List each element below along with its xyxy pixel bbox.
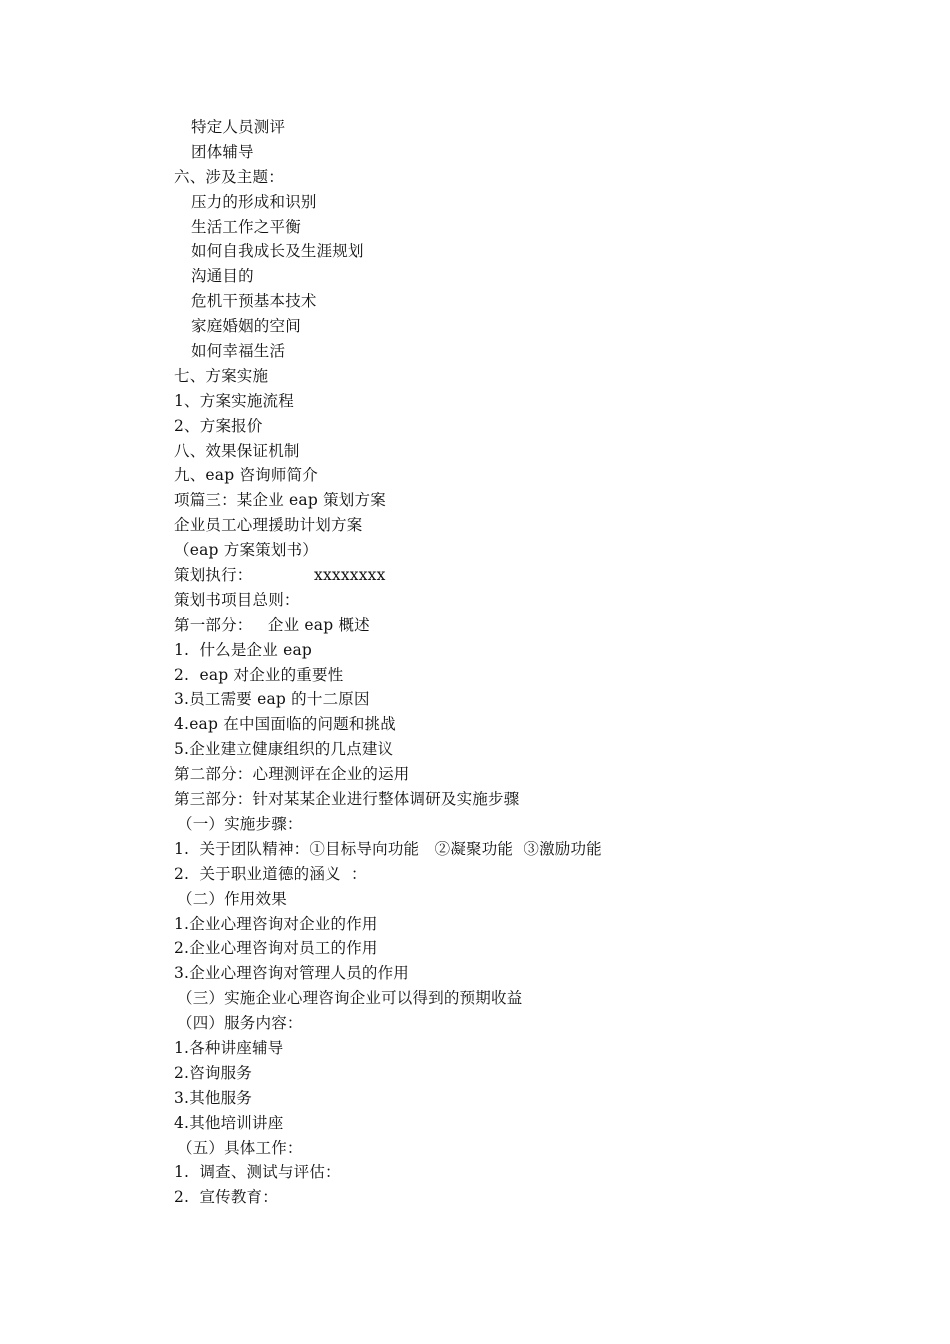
text-line: 1. 关于团队精神：①目标导向功能 ②凝聚功能 ③激励功能 [174, 839, 602, 858]
text-line: 项篇三：某企业 eap 策划方案 [174, 491, 386, 510]
text-line: 1.企业心理咨询对企业的作用 [174, 914, 378, 933]
text-line: 3.其他服务 [174, 1088, 252, 1107]
text-line: 2.咨询服务 [174, 1063, 252, 1082]
text-line: 3.员工需要 eap 的十二原因 [174, 690, 370, 709]
text-line: 七、方案实施 [174, 366, 269, 385]
text-line: （五）具体工作： [177, 1138, 303, 1157]
text-line: 1. 什么是企业 eap [174, 640, 313, 659]
text-line: 八、效果保证机制 [174, 441, 300, 460]
text-line: 生活工作之平衡 [191, 217, 301, 236]
text-line: 九、eap 咨询师简介 [174, 466, 318, 485]
document-body [174, 115, 894, 1210]
text-line: 2.企业心理咨询对员工的作用 [174, 939, 378, 958]
text-line: 2、方案报价 [174, 416, 263, 435]
text-line: 危机干预基本技术 [191, 292, 317, 311]
text-line: 压力的形成和识别 [191, 192, 317, 211]
text-line: 第三部分：针对某某企业进行整体调研及实施步骤 [174, 790, 520, 809]
text-line: 第一部分： 企业 eap 概述 [174, 615, 370, 634]
text-line: 特定人员测评 [191, 118, 286, 136]
text-line: 1.各种讲座辅导 [174, 1038, 284, 1057]
text-line: 如何幸福生活 [191, 342, 286, 361]
text-line: （eap 方案策划书） [174, 541, 318, 560]
text-line: 2. eap 对企业的重要性 [174, 665, 344, 684]
text-line: 沟通目的 [191, 267, 254, 286]
text-line: 2. 宣传教育： [174, 1188, 278, 1207]
text-line: 4.eap 在中国面临的问题和挑战 [174, 715, 396, 734]
text-line: 4.其他培训讲座 [174, 1113, 284, 1132]
text-line: （三）实施企业心理咨询企业可以得到的预期收益 [177, 989, 523, 1008]
text-line: 2. 关于职业道德的涵义 ： [174, 864, 367, 883]
text-line: （一）实施步骤： [177, 814, 303, 833]
text-line: 1、方案实施流程 [174, 391, 294, 410]
text-line: 1. 调查、测试与评估： [174, 1163, 341, 1182]
text-line: 家庭婚姻的空间 [191, 317, 301, 336]
text-line: 团体辅导 [191, 142, 254, 161]
text-line: （四）服务内容： [177, 1014, 303, 1033]
text-line: 六、涉及主题： [174, 167, 284, 186]
text-line: 3.企业心理咨询对管理人员的作用 [174, 964, 409, 983]
text-line: 策划书项目总则： [174, 590, 300, 609]
text-line: 5.企业建立健康组织的几点建议 [174, 740, 394, 759]
text-line: 第二部分：心理测评在企业的运用 [174, 765, 410, 784]
text-line: 如何自我成长及生涯规划 [191, 242, 364, 261]
text-line: 策划执行： xxxxxxxx [174, 566, 386, 585]
text-line: （二）作用效果 [177, 889, 287, 908]
text-line: 企业员工心理援助计划方案 [174, 516, 363, 535]
